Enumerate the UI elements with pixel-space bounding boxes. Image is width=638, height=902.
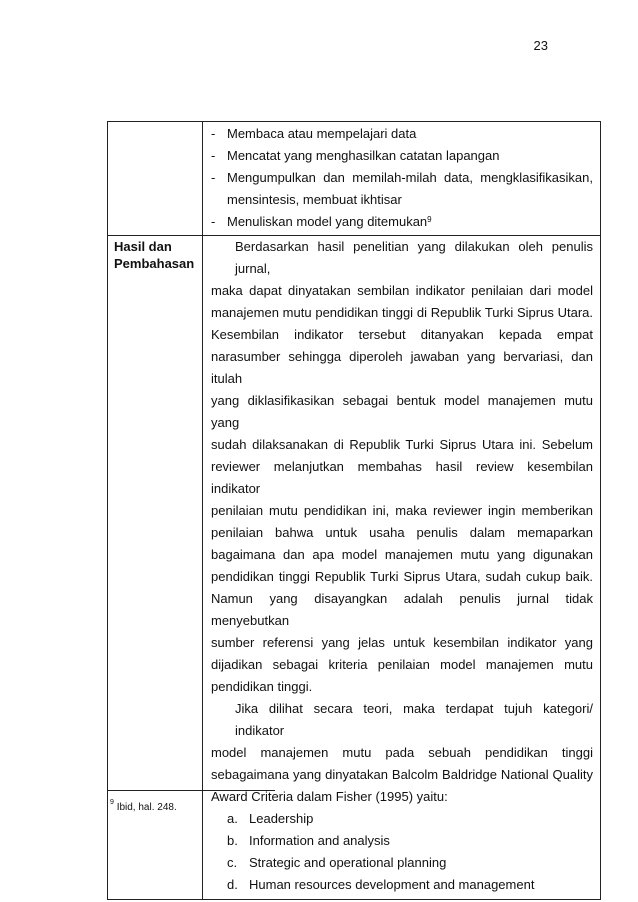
paragraph-line: pendidikan tinggi Republik Turki Siprus Utara, sudah cukup baik. bbox=[211, 569, 593, 584]
footnote-number: 9 bbox=[110, 799, 114, 806]
content-table bbox=[107, 121, 601, 900]
list-item-continuation: mensintesis, membuat ikhtisar bbox=[227, 192, 402, 207]
footnote bbox=[110, 799, 177, 813]
list-item: d. Human resources development and management bbox=[227, 877, 535, 892]
paragraph-line: sebagaimana yang dinyatakan Balcolm Baldridge National Quality bbox=[211, 767, 593, 782]
paragraph-line: reviewer melanjutkan membahas hasil review kesembilan indikator bbox=[211, 459, 593, 496]
row-content bbox=[203, 236, 601, 900]
paragraph-line: narasumber sehingga diperoleh jawaban yang bervariasi, dan itulah bbox=[211, 349, 593, 386]
paragraph-line: manajemen mutu pendidikan tinggi di Republik Turki Siprus Utara. bbox=[211, 305, 593, 320]
paragraph-line: Jika dilihat secara teori, maka terdapat tujuh kategori/ indikator bbox=[235, 701, 593, 738]
paragraph-line: Award Criteria dalam Fisher (1995) yaitu: bbox=[211, 789, 448, 804]
paragraph-line: pendidikan tinggi. bbox=[211, 679, 313, 694]
row-label-empty bbox=[108, 122, 203, 236]
row-content bbox=[203, 122, 601, 236]
list-item: - Menuliskan model yang ditemukan$^9$ bbox=[211, 214, 432, 229]
paragraph-line: Berdasarkan hasil penelitian yang dilakukan oleh penulis jurnal, bbox=[235, 239, 593, 276]
paragraph-line: Kesembilan indikator tersebut ditanyakan kepada empat bbox=[211, 327, 593, 342]
footnote-text: Ibid, hal. 248. bbox=[116, 802, 177, 813]
paragraph-line: model manajemen mutu pada sebuah pendidikan tinggi bbox=[211, 745, 593, 760]
list-item: - Membaca atau mempelajari data bbox=[211, 126, 417, 141]
paragraph-line: penilaian mutu pendidikan ini, maka reviewer ingin memberikan bbox=[211, 503, 593, 518]
paragraph-line: penilaian bahwa untuk usaha penulis dalam memaparkan bbox=[211, 525, 593, 540]
list-item: - Mencatat yang menghasilkan catatan lapangan bbox=[211, 148, 500, 163]
list-item: - Mengumpulkan dan memilah-milah data, mengklasifikasikan, bbox=[211, 170, 593, 185]
paragraph-line: sudah dilaksanakan di Republik Turki Siprus Utara ini. Sebelum bbox=[211, 437, 593, 452]
footnote-divider bbox=[107, 790, 275, 791]
table-row bbox=[108, 122, 601, 236]
paragraph-line: maka dapat dinyatakan sembilan indikator penilaian dari model bbox=[211, 283, 593, 298]
paragraph-line: sumber referensi yang jelas untuk kesembilan indikator yang bbox=[211, 635, 593, 650]
list-item: c. Strategic and operational planning bbox=[227, 855, 447, 870]
paragraph-line: Namun yang disayangkan adalah penulis jurnal tidak menyebutkan bbox=[211, 591, 593, 628]
footnote-ref: 9 bbox=[427, 215, 432, 224]
table-row bbox=[108, 236, 601, 900]
paragraph-line: bagaimana dan apa model manajemen mutu yang digunakan bbox=[211, 547, 593, 562]
row-label: Hasil dan Pembahasan bbox=[108, 236, 203, 900]
list-item: a. Leadership bbox=[227, 811, 314, 826]
list-item: b. Information and analysis bbox=[227, 833, 390, 848]
paragraph-line: yang diklasifikasikan sebagai bentuk model manajemen mutu yang bbox=[211, 393, 593, 430]
paragraph-line: dijadikan sebagai kriteria penilaian model manajemen mutu bbox=[211, 657, 593, 672]
page-number: 23 bbox=[533, 38, 548, 53]
